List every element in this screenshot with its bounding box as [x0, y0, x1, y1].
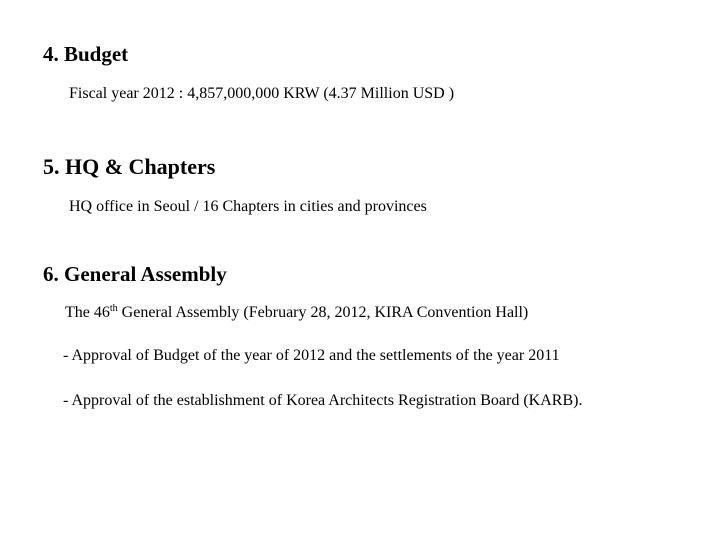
ordinal-suffix: th: [109, 303, 118, 314]
budget-heading: 4. Budget: [43, 42, 129, 66]
assembly-item-karb-approval: - Approval of the establishment of Korea Architects Registration Board (KARB).: [63, 392, 583, 409]
intro-prefix: The 46: [65, 304, 110, 321]
budget-line: Fiscal year 2012 : 4,857,000,000 KRW (4.37 Million USD ): [69, 85, 455, 102]
general-assembly-intro: [65, 303, 528, 323]
intro-suffix: General Assembly (February 28, 2012, KIRA Convention Hall): [117, 304, 529, 321]
assembly-item-budget-approval: - Approval of Budget of the year of 2012 and the settlements of the year 2011: [63, 347, 560, 364]
hq-chapters-line: HQ office in Seoul / 16 Chapters in cities and provinces: [69, 198, 427, 215]
hq-chapters-heading: 5. HQ & Chapters: [43, 154, 216, 179]
general-assembly-heading: 6. General Assembly: [43, 262, 227, 286]
